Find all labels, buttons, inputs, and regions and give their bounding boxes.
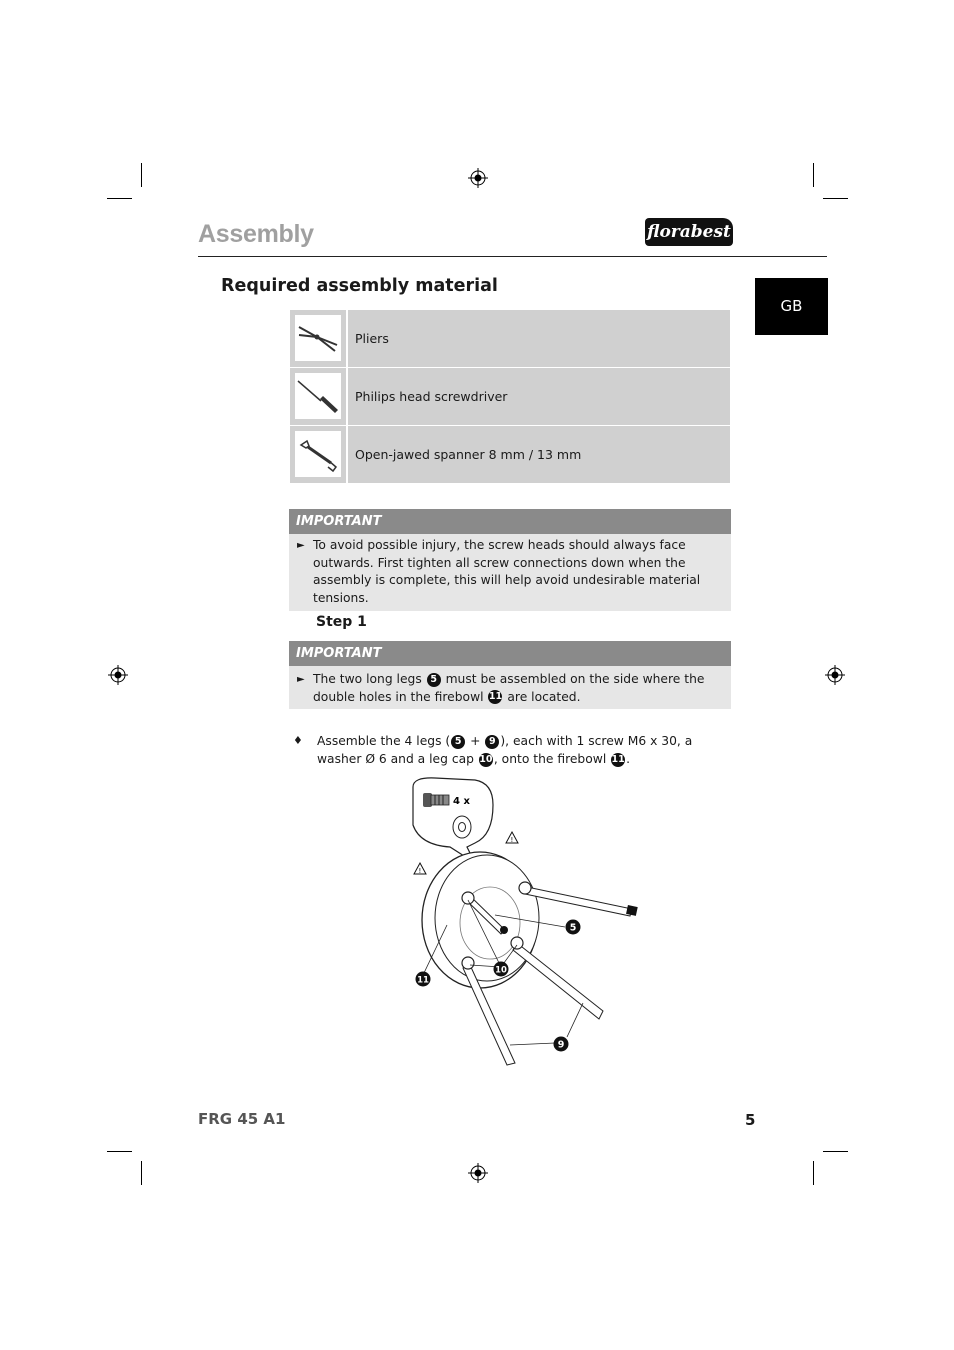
crop-mark	[107, 198, 132, 199]
pliers-icon	[295, 315, 341, 361]
crop-mark	[813, 163, 814, 187]
notice-heading: IMPORTANT	[289, 509, 731, 534]
screwdriver-icon	[295, 373, 341, 419]
instruction-item	[293, 732, 733, 768]
notice-text: are located.	[507, 689, 581, 704]
spanner-icon	[295, 431, 341, 477]
tool-label: Philips head screwdriver	[355, 389, 508, 404]
leg-cap	[511, 937, 523, 949]
instruction-text: Assemble the 4 legs (	[317, 734, 451, 748]
important-notice	[289, 509, 731, 611]
svg-text:9: 9	[557, 1039, 565, 1051]
language-tab: GB	[755, 278, 828, 335]
crop-mark	[141, 1161, 142, 1185]
instruction-text: ), each with 1 screw M6 x 30, a washer Ø 6 and a leg cap	[317, 734, 693, 766]
svg-text:10: 10	[495, 965, 507, 976]
svg-text:!: !	[418, 867, 422, 875]
warning-icon	[414, 863, 426, 875]
callout-badge	[554, 1037, 569, 1052]
callout-badge	[566, 920, 581, 935]
callout-badge	[494, 962, 509, 977]
model-number: FRG 45 A1	[198, 1110, 286, 1128]
arrow-bullet-icon: ►	[297, 674, 305, 685]
tool-row	[290, 310, 730, 367]
registration-mark-icon	[468, 168, 488, 188]
svg-text:11: 11	[417, 975, 429, 986]
tool-label: Open-jawed spanner 8 mm / 13 mm	[355, 447, 582, 462]
instruction-text: , onto the firebowl	[493, 752, 607, 766]
part-number-badge: 10	[479, 753, 493, 765]
leg	[513, 943, 603, 1019]
warning-icon	[506, 832, 518, 844]
tool-row	[290, 368, 730, 425]
section-heading: Required assembly material	[221, 276, 498, 296]
notice-body	[289, 666, 731, 709]
tool-row	[290, 426, 730, 483]
part-number-badge: 5	[427, 673, 441, 687]
registration-mark-icon	[468, 1163, 488, 1183]
notice-text: To avoid possible injury, the screw heads should always face outwards. First tighten all screw connections down when the assembly is complete, this will help avoid undesirable material tensions.	[313, 538, 701, 605]
registration-mark-icon	[108, 665, 128, 685]
svg-text:!: !	[510, 836, 514, 844]
brand-logo: florabest	[645, 218, 733, 246]
detail-bubble	[413, 778, 493, 863]
leg-cap	[462, 957, 474, 969]
leader-line	[510, 1043, 555, 1045]
screw-icon	[423, 793, 449, 807]
header-divider	[198, 256, 827, 257]
washer-icon	[453, 816, 471, 838]
crop-mark	[813, 1161, 814, 1185]
instruction-text: .	[626, 752, 631, 766]
crop-mark	[823, 198, 848, 199]
notice-heading: IMPORTANT	[289, 641, 731, 666]
callout-badge	[416, 972, 431, 987]
registration-mark-icon	[825, 665, 845, 685]
leader-line	[567, 1003, 583, 1037]
crop-mark	[107, 1151, 132, 1152]
notice-text: The two long legs	[313, 672, 422, 686]
crop-mark	[823, 1151, 848, 1152]
important-notice	[289, 641, 731, 709]
step-heading: Step 1	[316, 614, 367, 630]
leg-cap	[519, 882, 531, 894]
page-number: 5	[745, 1111, 756, 1129]
tool-label: Pliers	[355, 331, 389, 346]
part-number-badge: 11	[488, 691, 503, 702]
assembly-diagram	[405, 775, 650, 1070]
arrow-bullet-icon: ►	[297, 540, 305, 551]
instruction-text: +	[470, 734, 481, 748]
diamond-bullet-icon: ♦	[293, 734, 303, 747]
crop-mark	[141, 163, 142, 187]
leg	[525, 887, 638, 916]
notice-body	[289, 534, 731, 611]
svg-text:5: 5	[569, 922, 577, 934]
part-number-badge: 5	[451, 735, 465, 749]
page-title: Assembly	[198, 220, 314, 248]
notice-text: must be assembled on the side where the double holes in the firebowl	[313, 672, 705, 704]
part-number-badge: 11	[611, 753, 625, 765]
part-number-badge: 9	[485, 735, 499, 749]
quantity-label: 4 x	[453, 796, 470, 807]
leg-cap	[462, 892, 474, 904]
